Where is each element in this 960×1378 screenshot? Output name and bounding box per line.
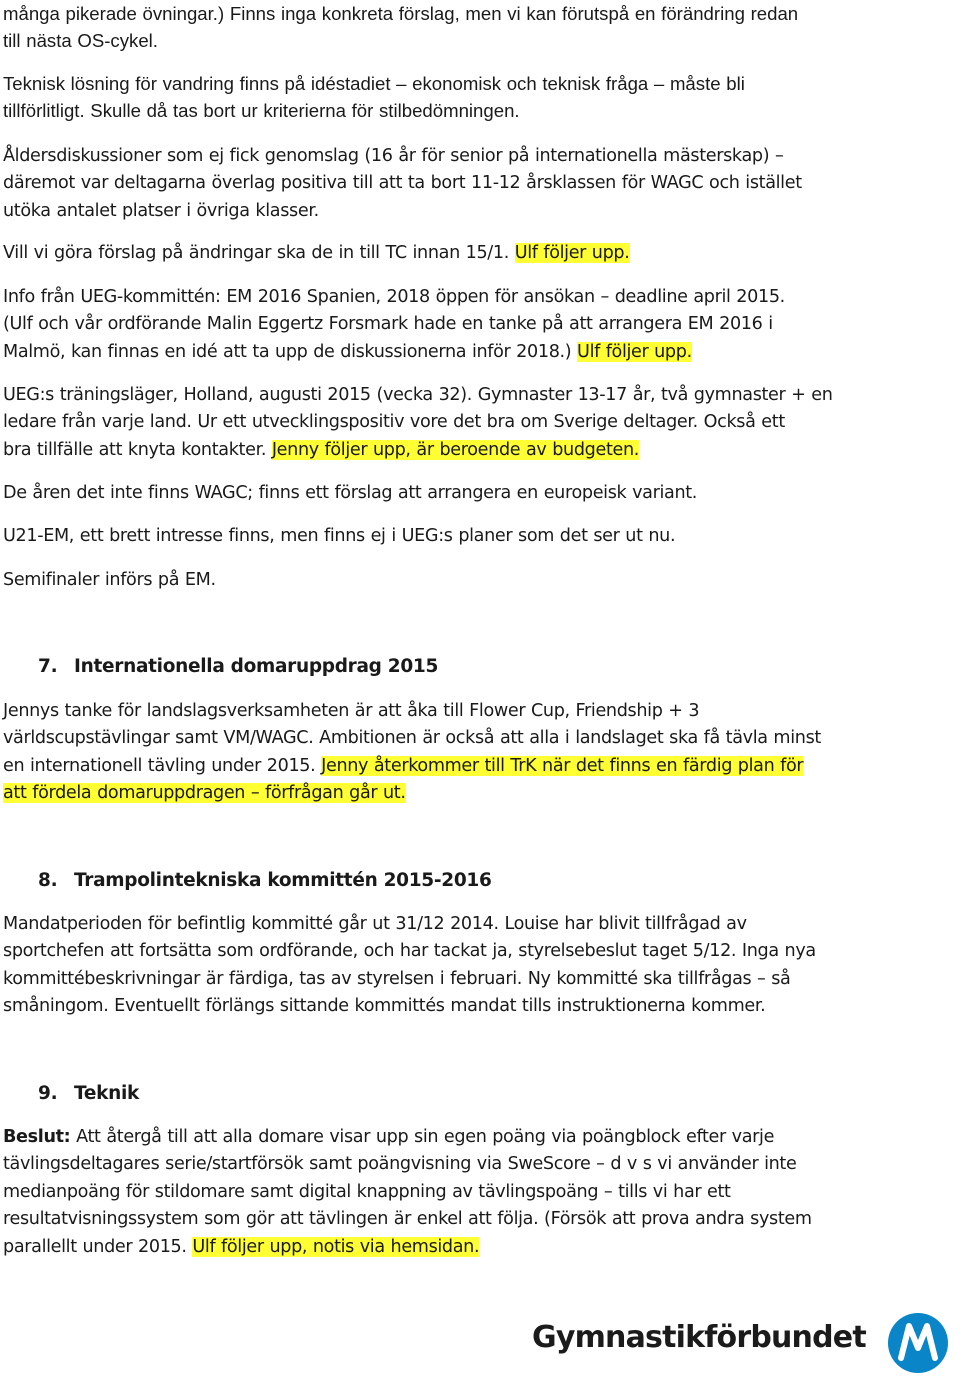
paragraph-line: UEG:s träningsläger, Holland, augusti 2015 (vecka 32). Gymnaster 13-17 år, två gymnaster + en: [3, 385, 833, 405]
paragraph-line: till nästa OS-cykel.: [3, 30, 158, 52]
section-number: 7.: [38, 656, 58, 677]
paragraph-ueg-kommitten: [3, 284, 903, 366]
paragraph-line: medianpoäng för stildomare samt digital knappning av tävlingspoäng – tills vi har ett: [3, 1181, 731, 1202]
paragraph-line: världscupstävlingar samt VM/WAGC. Ambitionen är också att alla i landslaget ska få tävla minst: [3, 728, 821, 749]
section-number: 8.: [38, 870, 58, 891]
paragraph-line: (Ulf och vår ordförande Malin Eggertz Forsmark hade en tanke på att arrangera EM 2016 i: [3, 314, 773, 335]
paragraph-line: utöka antalet platser i övriga klasser.: [3, 200, 319, 221]
section-9-heading: [38, 1080, 139, 1108]
section-7-heading: [38, 653, 438, 681]
paragraph-line: tävlingsdeltagares serie/startförsök samt poängvisning via SweScore – d v s vi använder inte: [3, 1154, 797, 1175]
paragraph-line: många pikerade övningar.) Finns inga konkreta förslag, men vi kan förutspå en förändring redan: [3, 3, 799, 24]
action-highlight: att fördela domaruppdragen – förfrågan går ut.: [3, 783, 406, 804]
gymnastikforbundet-logo-icon: [887, 1312, 949, 1374]
footer-logo: [532, 1312, 952, 1372]
paragraph-line: Malmö, kan finnas en idé att ta upp de diskussionerna inför 2018.): [3, 341, 578, 362]
paragraph-line: De åren det inte finns WAGC; finns ett förslag att arrangera en europeisk variant.: [3, 483, 698, 503]
action-highlight: Jenny återkommer till TrK när det finns en färdig plan för: [321, 755, 804, 776]
section-9-body: [3, 1124, 903, 1261]
decision-label: Beslut:: [3, 1127, 71, 1147]
paragraph-line: sportchefen att fortsätta som ordförande, och har tackat ja, styrelsebeslut taget 5/12. Inga nya: [3, 941, 816, 962]
paragraph-semifinaler: [3, 567, 903, 594]
section-title: Internationella domaruppdrag 2015: [74, 656, 439, 677]
paragraph-tc-forslag: [3, 240, 903, 267]
paragraph-u21-em: [3, 523, 903, 550]
paragraph-line: Teknisk lösning för vandring finns på idéstadiet – ekonomisk och teknisk fråga – måste bli: [3, 73, 745, 94]
action-highlight: Ulf följer upp.: [514, 243, 630, 263]
paragraph-line: däremot var deltagarna överlag positiva till att ta bort 11-12 årsklassen för WAGC och istället: [3, 173, 802, 194]
paragraph-line: Åldersdiskussioner som ej fick genomslag (16 år för senior på internationella mästerskap) –: [3, 146, 784, 166]
section-title: Trampolintekniska kommittén 2015-2016: [74, 870, 492, 891]
section-8-heading: [38, 867, 492, 895]
paragraph-aldersdiskussioner: [3, 143, 903, 225]
paragraph-line: ledare från varje land. Ur ett utvecklingspositiv vore det bra om Sverige deltager. Också ett: [3, 412, 785, 433]
paragraph-line: Info från UEG-kommittén: EM 2016 Spanien, 2018 öppen för ansökan – deadline april 2015.: [3, 287, 785, 307]
paragraph-line: en internationell tävling under 2015.: [3, 755, 322, 776]
paragraph-line: Jennys tanke för landslagsverksamheten är att åka till Flower Cup, Friendship + 3: [3, 701, 700, 721]
paragraph-line: tillförlitligt. Skulle då tas bort ur kriterierna för stilbedömningen.: [3, 100, 520, 122]
paragraph-line: U21-EM, ett brett intresse finns, men finns ej i UEG:s planer som det ser ut nu.: [3, 526, 676, 546]
paragraph-vandring: [3, 70, 903, 125]
action-highlight: Jenny följer upp, är beroende av budgeten.: [271, 439, 640, 460]
paragraph-line: resultatvisningssystem som gör att tävlingen är enkel att följa. (Försök att prova andra system: [3, 1209, 812, 1230]
section-7-body: [3, 698, 903, 808]
paragraph-line: Mandatperioden för befintlig kommitté går ut 31/12 2014. Louise har blivit tillfrågad av: [3, 914, 747, 934]
paragraph-ovningar: [3, 0, 903, 55]
action-highlight: Ulf följer upp, notis via hemsidan.: [192, 1236, 480, 1257]
paragraph-text: Vill vi göra förslag på ändringar ska de in till TC innan 15/1.: [3, 243, 515, 263]
logo-wordmark: Gymnastikförbundet: [532, 1320, 866, 1355]
paragraph-line: Att återgå till att alla domare visar upp sin egen poäng via poängblock efter varje: [70, 1127, 775, 1147]
paragraph-line: kommittébeskrivningar är färdiga, tas av styrelsen i februari. Ny kommitté ska tillfrågas – så: [3, 968, 791, 989]
section-title: Teknik: [74, 1083, 140, 1104]
action-highlight: Ulf följer upp.: [577, 341, 692, 362]
section-8-body: [3, 911, 903, 1021]
section-number: 9.: [38, 1083, 58, 1104]
paragraph-line: Semifinaler införs på EM.: [3, 570, 216, 590]
paragraph-line: småningom. Eventuellt förlängs sittande kommittés mandat tills instruktionerna kommer.: [3, 996, 766, 1017]
paragraph-wagc: [3, 480, 903, 507]
paragraph-traningslager: [3, 382, 903, 464]
paragraph-line: parallellt under 2015.: [3, 1236, 193, 1257]
paragraph-line: bra tillfälle att knyta kontakter.: [3, 439, 272, 460]
